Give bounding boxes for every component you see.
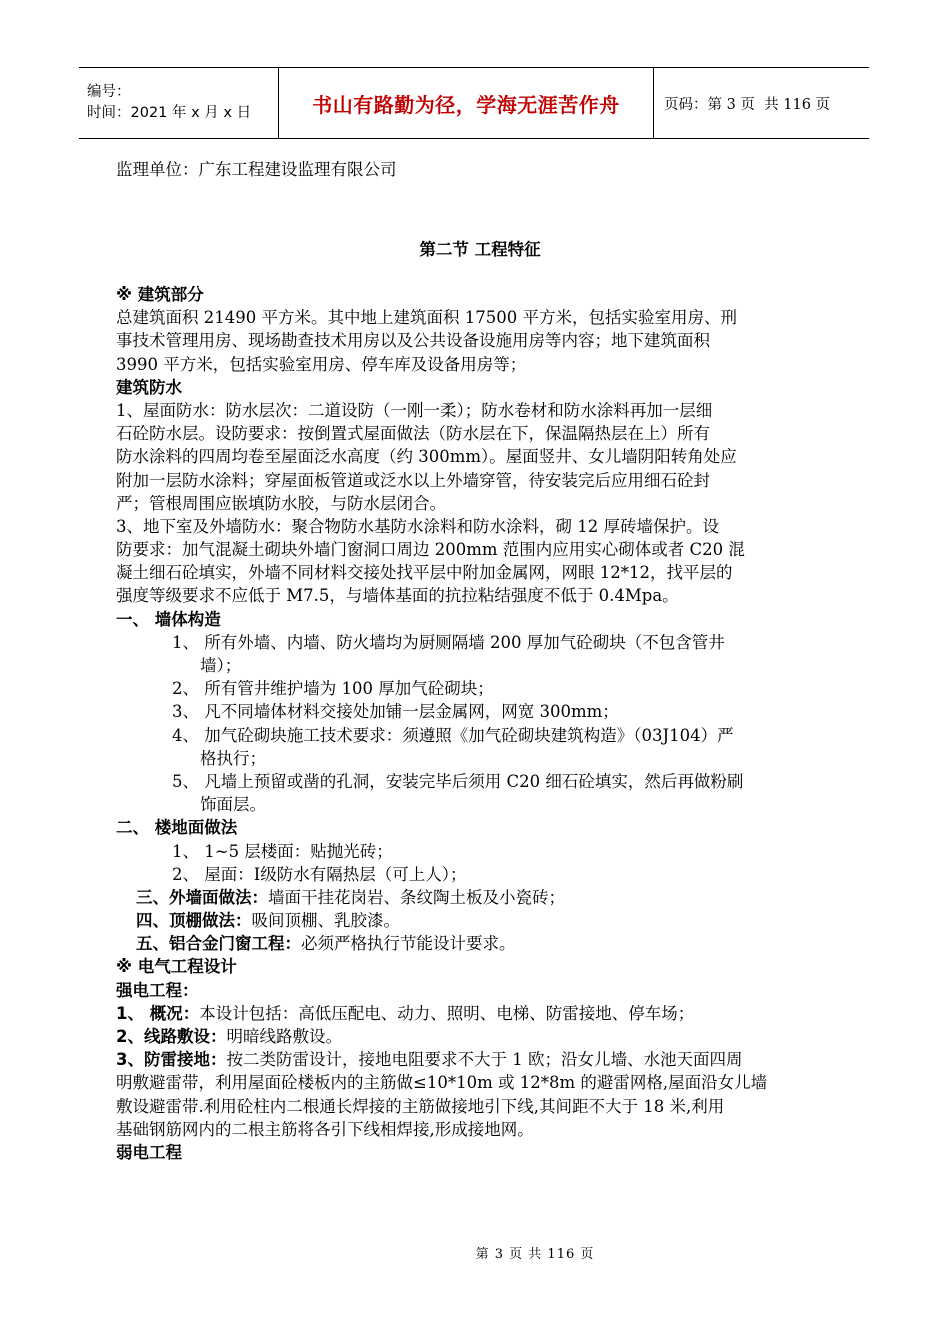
section-title: 第二节 工程特征 (419, 240, 541, 259)
body-line (116, 1025, 844, 1048)
body-line (116, 561, 844, 584)
body-line (116, 724, 844, 747)
body-line (116, 608, 844, 631)
line-text: 总建筑面积 21490 平方米。其中地上建筑面积 17500 平方米，包括实验室用房、刑 (116, 308, 737, 328)
line-text: 5、 凡墙上预留或凿的孔洞，安装完毕后须用 C20 细石砼填实，然后再做粉刷 (172, 771, 744, 791)
line-text: 2、 所有管井维护墙为 100 厚加气砼砌块； (172, 679, 494, 699)
body-line (116, 631, 844, 654)
line-lead: 2、线路敷设： (116, 1027, 227, 1046)
line-lead: 3、防雷接地： (116, 1050, 227, 1070)
body-line (116, 979, 844, 1002)
line-lead: 五、铝合金门窗工程： (136, 934, 301, 954)
line-text: 附加一层防水涂料；穿屋面板管道或泛水以上外墙穿管，待安装完后应用细石砼封 (116, 470, 710, 490)
body-line (116, 1141, 844, 1164)
page-label: 页码：第 3 页 共 116 页 (664, 96, 831, 113)
line-text: 本设计包括：高低压配电、动力、照明、电梯、防雷接地、停车场； (199, 1003, 695, 1023)
body-line (116, 469, 844, 492)
line-text: 格执行； (200, 748, 266, 768)
line-text: 饰面层。 (200, 795, 266, 815)
body-line (116, 770, 844, 793)
line-text: 强度等级要求不应低于 M7.5，与墙体基面的抗拉粘结强度不低于 0.4Mpa。 (116, 586, 679, 606)
line-text: ※ 建筑部分 (116, 285, 204, 304)
number-label: 编号： (87, 84, 131, 100)
line-text: 明敷避雷带，利用屋面砼楼板内的主筋做≤10*10m 或 12*8m 的避雷网格,屋面沿女儿墙 (116, 1073, 768, 1093)
body-line (116, 538, 844, 561)
line-text: 基础钢筋网内的二根主筋将各引下线相焊接,形成接地网。 (116, 1119, 534, 1139)
header-motto-cell (279, 68, 654, 138)
line-text: 弱电工程 (116, 1142, 182, 1162)
line-text: 防水涂料的四周均卷至屋面泛水高度（约 300mm）。屋面竖井、女儿墙阴阳转角处应 (116, 447, 737, 467)
body-line (116, 700, 844, 723)
line-text: 强电工程： (116, 980, 199, 1000)
body-line (116, 1071, 844, 1094)
line-text: 按二类防雷设计，接地电阻要求不大于 1 欧；沿女儿墙、水池天面四周 (226, 1050, 743, 1070)
line-text: 墙面干挂花岗岩、条纹陶土板及小瓷砖； (268, 887, 565, 907)
line-text: 防要求：加气混凝土砌块外墙门窗洞口周边 200mm 范围内应用实心砌体或者 C20 混 (116, 540, 745, 560)
body-line (116, 747, 844, 770)
header-page-cell (654, 68, 869, 138)
line-lead: 四、顶棚做法： (136, 911, 252, 931)
line-text: 明暗线路敷设。 (226, 1027, 342, 1046)
line-text: 必须严格执行节能设计要求。 (301, 934, 516, 954)
body-line (116, 909, 844, 932)
line-text: 墙）； (200, 656, 242, 675)
line-text: 吸间顶棚、乳胶漆。 (251, 911, 400, 931)
line-text: 二、 楼地面做法 (116, 818, 238, 838)
line-text: 敷设避雷带.利用砼柱内二根通长焊接的主筋做接地引下线,其间距不大于 18 米,利用 (116, 1096, 725, 1116)
body-line (116, 283, 844, 306)
line-text: 3990 平方米，包括实验室用房、停车库及设备用房等； (116, 354, 527, 374)
body-line (116, 329, 844, 352)
body-line (116, 492, 844, 515)
footer-page-number: 第 3 页 共 116 页 (475, 1247, 595, 1262)
body-line (116, 1002, 844, 1025)
body-line (116, 677, 844, 700)
line-text: ※ 电气工程设计 (116, 957, 237, 977)
supervisor-line: 监理单位：广东工程建设监理有限公司 (116, 160, 397, 179)
body-line (116, 1118, 844, 1141)
line-lead: 三、外墙面做法： (136, 887, 268, 907)
body-line (116, 422, 844, 445)
document-body (116, 283, 844, 1164)
line-text: 1、屋面防水：防水层次：二道设防（一刚一柔）；防水卷材和防水涂料再加一层细 (116, 400, 713, 420)
line-text: 1、 1~5 层楼面：贴抛光砖； (172, 841, 393, 861)
line-text: 3、地下室及外墙防水：聚合物防水基防水涂料和防水涂料，砌 12 厚砖墙保护。设 (116, 516, 719, 536)
time-label: 时间：2021 年 x 月 x 日 (87, 105, 252, 121)
body-line (116, 932, 844, 955)
body-line (116, 1048, 844, 1071)
body-line (116, 793, 844, 816)
line-text: 凝土细石砼填实，外墙不同材料交接处找平层中附加金属网，网眼 12*12，找平层的 (116, 563, 733, 583)
body-line (116, 584, 844, 607)
body-line (116, 654, 844, 677)
header-motto: 书山有路勤为径，学海无涯苦作舟 (312, 92, 620, 117)
line-text: 1、 所有外墙、内墙、防火墙均为厨厕隔墙 200 厚加气砼砌块（不包含管井 (172, 632, 725, 652)
body-line (116, 445, 844, 468)
line-text: 3、 凡不同墙体材料交接处加铺一层金属网，网宽 300mm； (172, 702, 619, 722)
line-text: 4、 加气砼砌块施工技术要求：须遵照《加气砼砌块建筑构造》（03J104）严 (172, 725, 734, 745)
body-line (116, 955, 844, 978)
line-text: 建筑防水 (116, 377, 182, 397)
line-text: 2、 屋面：Ⅰ级防水有隔热层（可上人）； (172, 864, 467, 884)
body-line (116, 515, 844, 538)
line-text: 严；管根周围应嵌填防水胶，与防水层闭合。 (116, 493, 446, 513)
page-footer (0, 1243, 950, 1262)
line-text: 事技术管理用房、现场勘查技术用房以及公共设备设施用房等内容；地下建筑面积 (116, 331, 710, 351)
body-line (116, 886, 844, 909)
line-text: 一、 墙体构造 (116, 609, 221, 629)
body-line (116, 816, 844, 839)
header-meta (79, 68, 279, 138)
page-header (79, 67, 869, 139)
body-line (116, 863, 844, 886)
body-line (116, 399, 844, 422)
body-line (116, 353, 844, 376)
body-line (116, 1095, 844, 1118)
line-text: 石砼防水层。设防要求：按倒置式屋面做法（防水层在下，保温隔热层在上）所有 (116, 424, 710, 444)
body-line (116, 840, 844, 863)
body-line (116, 306, 844, 329)
line-lead: 1、 概况： (116, 1003, 200, 1023)
body-line (116, 376, 844, 399)
